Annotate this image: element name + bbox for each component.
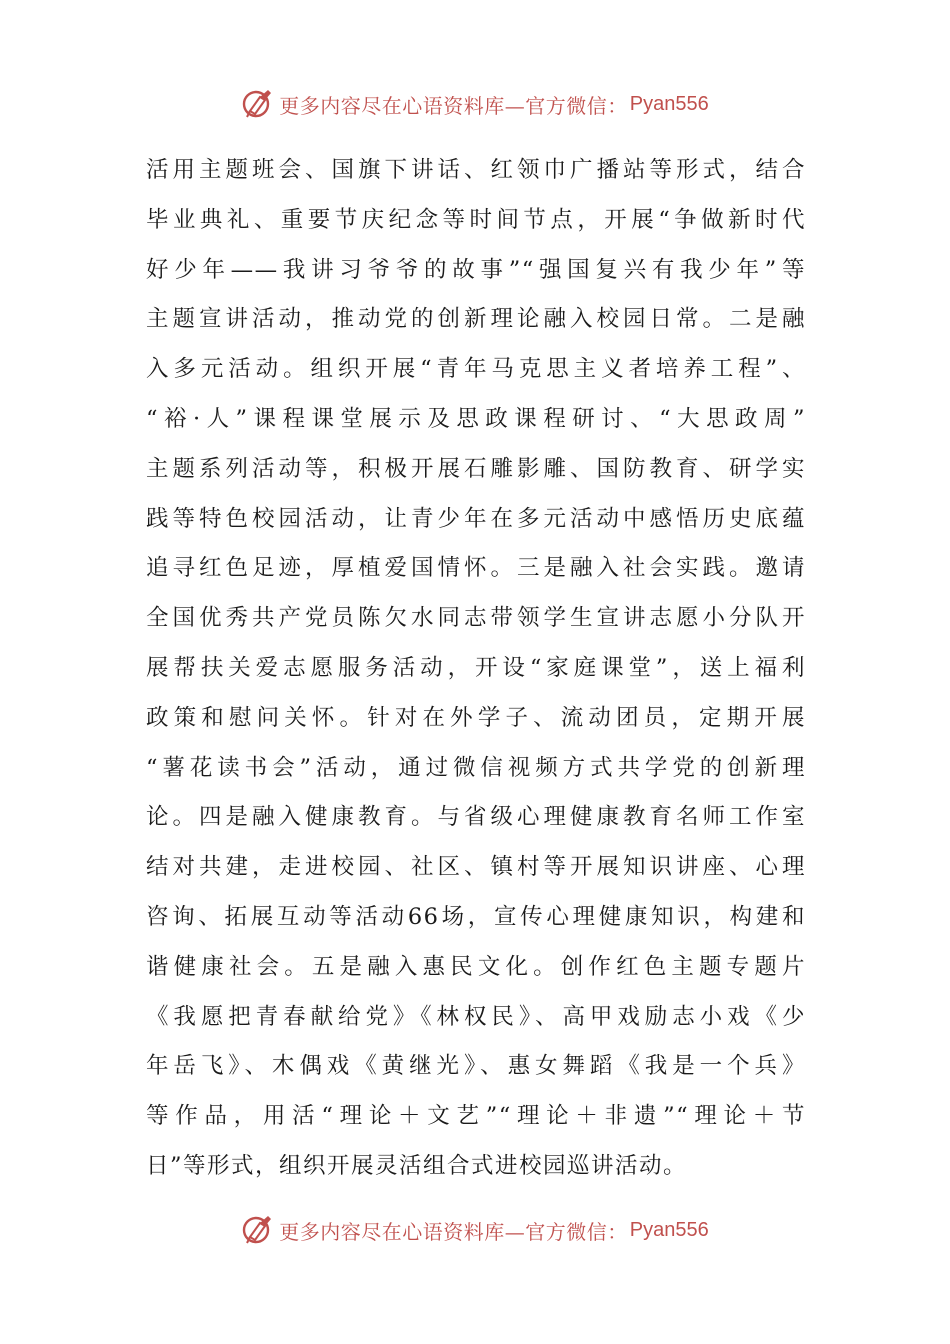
text-line: 毕业典礼、重要节庆纪念等时间节点，开展“争做新时代 xyxy=(146,206,806,233)
text-line: 政策和慰问关怀。针对在外学子、流动团员，定期开展 xyxy=(146,704,806,731)
footer-banner xyxy=(0,1210,950,1250)
text-line: “薯花读书会”活动，通过微信视频方式共学党的创新理 xyxy=(146,754,806,781)
text-line: 咨询、拓展互动等活动66场，宣传心理健康知识，构建和 xyxy=(146,903,806,930)
text-line: 展帮扶关爱志愿服务活动，开设“家庭课堂”，送上福利 xyxy=(146,654,806,681)
text-line: 全国优秀共产党员陈欠水同志带领学生宣讲志愿小分队开 xyxy=(146,605,806,632)
text-line: 《我愿把青春献给党》《林权民》、高甲戏励志小戏《少 xyxy=(146,1003,806,1030)
header-banner-text: 更多内容尽在心语资料库—官方微信： xyxy=(279,93,628,118)
header-banner-wechat-id: Pyan556 xyxy=(629,92,709,115)
pen-nib-logo-icon xyxy=(241,1213,275,1247)
text-line: 好少年——我讲习爷爷的故事”“强国复兴有我少年”等 xyxy=(146,256,806,283)
text-line: 等作品，用活“理论＋文艺”“理论＋非遗”“理论＋节 xyxy=(146,1103,806,1130)
text-line: 年岳飞》、木偶戏《黄继光》、惠女舞蹈《我是一个兵》 xyxy=(146,1053,806,1080)
header-banner xyxy=(0,84,950,124)
text-line: 活用主题班会、国旗下讲话、红领巾广播站等形式，结合 xyxy=(146,157,806,183)
text-line: 入多元活动。组织开展“青年马克思主义者培养工程”、 xyxy=(146,356,806,383)
text-line: “裕·人”课程课堂展示及思政课程研讨、“大思政周” xyxy=(146,405,806,432)
text-line: 主题系列活动等，积极开展石雕影雕、国防教育、研学实 xyxy=(146,455,806,482)
text-line: 谐健康社会。五是融入惠民文化。创作红色主题专题片 xyxy=(146,953,806,980)
text-line: 追寻红色足迹，厚植爱国情怀。三是融入社会实践。邀请 xyxy=(146,555,806,582)
text-line: 结对共建，走进校园、社区、镇村等开展知识讲座、心理 xyxy=(146,854,806,881)
body-paragraph xyxy=(146,146,806,1192)
text-line: 论。四是融入健康教育。与省级心理健康教育名师工作室 xyxy=(146,804,806,831)
text-line: 主题宣讲活动，推动党的创新理论融入校园日常。二是融 xyxy=(146,306,806,333)
footer-banner-text: 更多内容尽在心语资料库—官方微信： xyxy=(279,1219,628,1244)
text-line: 日”等形式，组织开展灵活组合式进校园巡讲活动。 xyxy=(146,1152,688,1179)
pen-nib-logo-icon xyxy=(241,87,275,121)
footer-banner-wechat-id: Pyan556 xyxy=(629,1218,709,1241)
text-line: 践等特色校园活动，让青少年在多元活动中感悟历史底蕴 xyxy=(146,505,806,532)
